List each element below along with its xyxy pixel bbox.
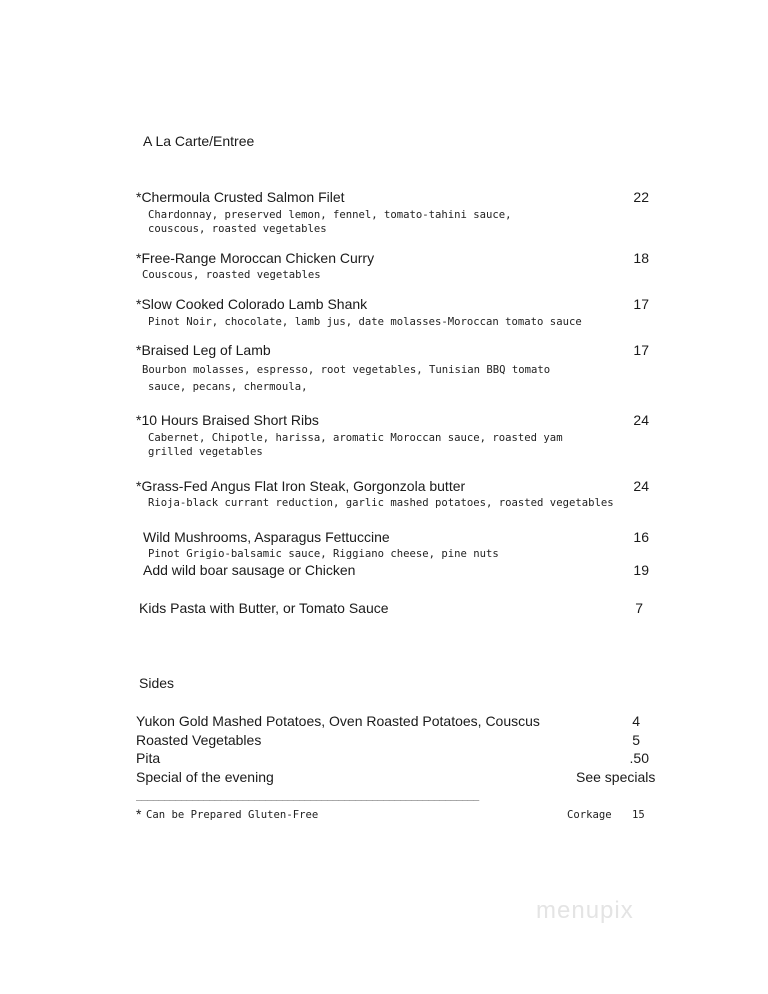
item-name: Kids Pasta with Butter, or Tomato Sauce bbox=[139, 600, 389, 616]
item-price: 24 bbox=[633, 478, 649, 494]
side-price: 5 bbox=[632, 732, 640, 748]
item-price: 24 bbox=[633, 412, 649, 428]
item-desc: grilled vegetables bbox=[148, 446, 263, 458]
item-price: 17 bbox=[633, 342, 649, 358]
item-desc: Couscous, roasted vegetables bbox=[142, 269, 321, 281]
watermark-logo: menupix bbox=[536, 897, 634, 924]
item-price: 16 bbox=[633, 529, 649, 545]
item-desc: couscous, roasted vegetables bbox=[148, 223, 327, 235]
sides-heading: Sides bbox=[139, 675, 175, 691]
gluten-free-marker: * bbox=[136, 806, 142, 822]
item-name: *Slow Cooked Colorado Lamb Shank bbox=[136, 296, 368, 312]
item-desc: Bourbon molasses, espresso, root vegetables, Tunisian BBQ tomato bbox=[142, 364, 551, 376]
side-name: Yukon Gold Mashed Potatoes, Oven Roasted Potatoes, Couscus bbox=[136, 713, 540, 729]
item-name: Add wild boar sausage or Chicken bbox=[143, 562, 356, 578]
side-price: 4 bbox=[632, 713, 640, 729]
item-price: 17 bbox=[633, 296, 649, 312]
item-price: 7 bbox=[635, 600, 643, 616]
item-price: 19 bbox=[633, 562, 649, 578]
side-name: Pita bbox=[136, 750, 161, 766]
divider-rule: _____________________________________________________________ bbox=[136, 790, 479, 801]
item-desc: sauce, pecans, chermoula, bbox=[148, 381, 308, 393]
corkage-label: Corkage bbox=[567, 809, 612, 821]
item-desc: Rioja-black currant reduction, garlic mashed potatoes, roasted vegetables bbox=[148, 497, 614, 509]
item-price: 22 bbox=[633, 189, 649, 205]
side-price: .50 bbox=[629, 750, 649, 766]
entree-heading: A La Carte/Entree bbox=[143, 133, 255, 149]
item-name: *Braised Leg of Lamb bbox=[136, 342, 271, 358]
item-desc: Chardonnay, preserved lemon, fennel, tomato-tahini sauce, bbox=[148, 209, 512, 221]
item-desc: Cabernet, Chipotle, harissa, aromatic Moroccan sauce, roasted yam bbox=[148, 432, 563, 444]
item-name: *Free-Range Moroccan Chicken Curry bbox=[136, 250, 375, 266]
gluten-free-note: Can be Prepared Gluten-Free bbox=[146, 809, 319, 821]
item-desc: Pinot Grigio-balsamic sauce, Riggiano cheese, pine nuts bbox=[148, 548, 499, 560]
item-price: 18 bbox=[633, 250, 649, 266]
side-name: Special of the evening bbox=[136, 769, 274, 785]
item-name: *10 Hours Braised Short Ribs bbox=[136, 412, 319, 428]
item-name: Wild Mushrooms, Asparagus Fettuccine bbox=[143, 529, 390, 545]
side-price: See specials bbox=[576, 769, 656, 785]
item-desc: Pinot Noir, chocolate, lamb jus, date molasses-Moroccan tomato sauce bbox=[148, 316, 582, 328]
item-name: *Grass-Fed Angus Flat Iron Steak, Gorgonzola butter bbox=[136, 478, 466, 494]
side-name: Roasted Vegetables bbox=[136, 732, 262, 748]
item-name: *Chermoula Crusted Salmon Filet bbox=[136, 189, 345, 205]
corkage-price: 15 bbox=[632, 809, 645, 821]
